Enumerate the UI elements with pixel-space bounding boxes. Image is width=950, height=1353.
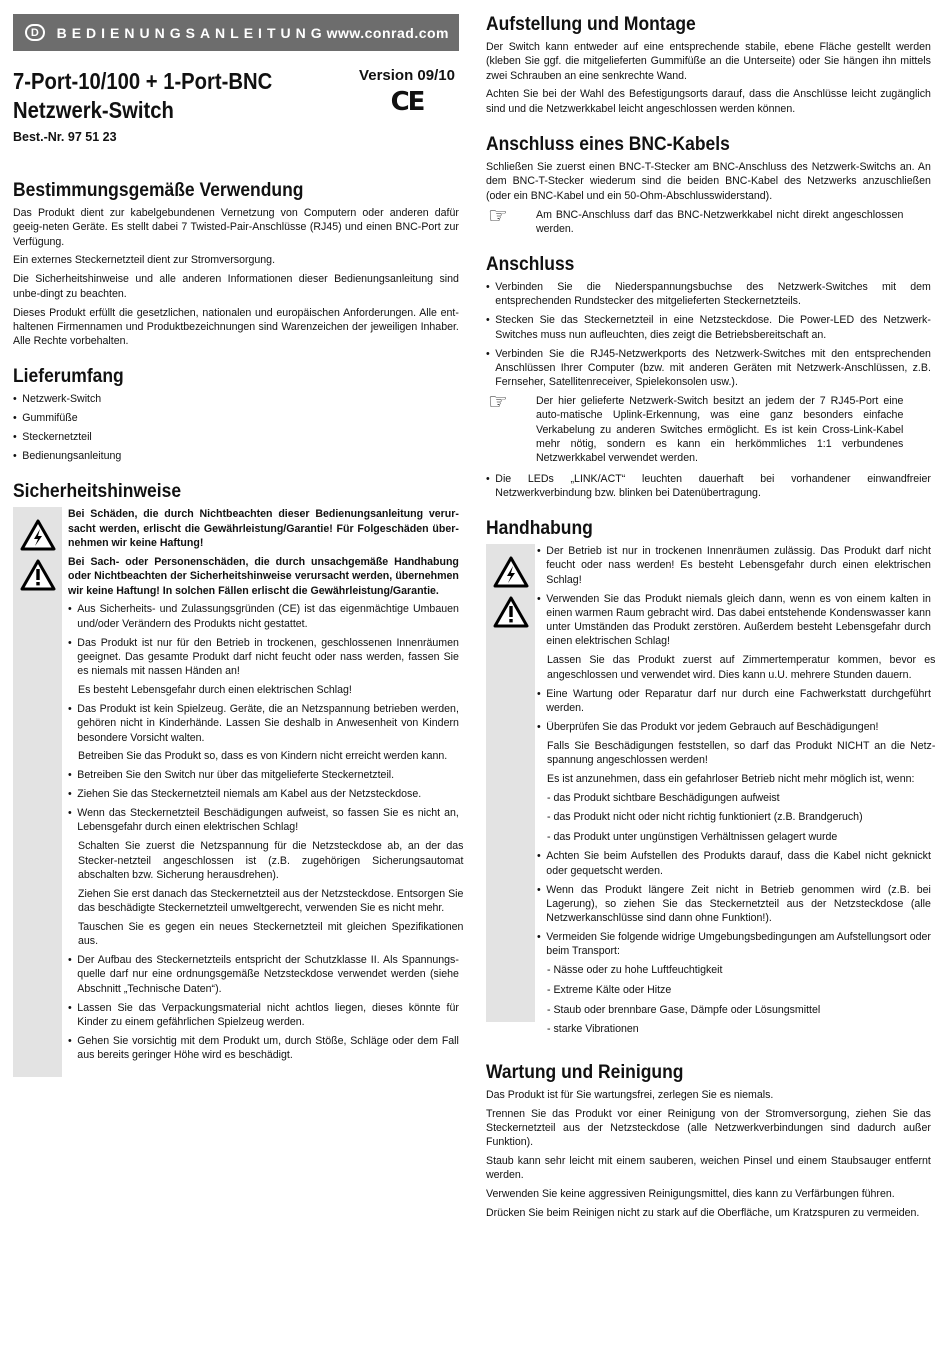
language-d-badge: D <box>25 24 45 41</box>
list-subtext: Lassen Sie das Produkt zuerst auf Zimmertemperatur kommen, bevor es angeschlossen und verwendet wird. Dies kann u.U. mehrere Stunden dauern. <box>547 654 936 681</box>
list-item: • Stecken Sie das Steckernetzteil in eine Netzsteckdose. Die Power-LED des Netzwerk-Switches muss nun aufleuchten, dies zeigt die Betriebsbereitschaft an. <box>486 313 931 342</box>
section-handling <box>486 518 936 1042</box>
warning-icon-strip <box>13 507 62 1077</box>
order-number: Best.-Nr. 97 51 23 <box>13 130 117 144</box>
version-block <box>357 67 457 144</box>
dash-item: - Extreme Kälte oder Hitze <box>547 983 672 996</box>
safety-list <box>68 768 459 834</box>
list-item: • Der Betrieb ist nur in trockenen Innenräumen zulässig. Das Produkt darf nicht feucht oder nass werden! Es besteht Lebensgefahr durch einen elektrischen Schlag! <box>537 544 931 587</box>
list-subtext: Tauschen Sie es gegen ein neues Steckernetzteil mit gleichen Spezifikationen aus. <box>78 920 464 948</box>
list-item: • Steckernetzteil <box>13 430 459 444</box>
paragraph: Staub kann sehr leicht mit einem sauberen, weichen Pinsel und einem Staubsauger entfernt werden. <box>486 1155 931 1182</box>
warranty-warning: Bei Schäden, die durch Nichtbeachten dieser Bedienungsanleitung verur-sacht werden, erlischt die Gewährleistung/Garantie! Für Folgeschäden über-nehmen wir keine Haftung! <box>68 508 459 550</box>
list-item: • Überprüfen Sie das Produkt vor jedem Gebrauch auf Beschädigungen! <box>537 720 931 734</box>
paragraph: Schließen Sie zuerst einen BNC-T-Stecker am BNC-Anschluss des Netzwerk-Switchs an. An dem BNC-T-Stecker wiederum sind die beiden BNC-Kabel des Netzwerks anzuschließen (oder ein BNC-Kabel und ein 50-Ohm-Abschlusswiderstand). <box>486 161 931 202</box>
connection-list <box>486 472 931 501</box>
list-item: • Eine Wartung oder Reparatur darf nur durch eine Fachwerkstatt durchgeführt werden. <box>537 687 931 716</box>
bnc-note <box>486 203 931 237</box>
heading-bnc-cable: Anschluss eines BNC-Kabels <box>486 134 730 156</box>
version-label: Version 09/10 <box>359 67 455 84</box>
dash-item: - das Produkt sichtbare Beschädigungen aufweist <box>547 791 780 804</box>
pointing-hand-icon: ☞ <box>488 203 508 229</box>
list-item: • Der Aufbau des Steckernetzteils entspricht der Schutzklasse II. Als Spannungs-quelle darf nur eine ordnungsgemäße Netzsteckdose verwendet werden (siehe Abschnitt „Technische Daten“). <box>68 953 459 996</box>
section-bnc-cable <box>486 134 931 236</box>
list-item: • Bedienungsanleitung <box>13 449 459 463</box>
safety-warning-box <box>13 507 464 1077</box>
list-item: • Gehen Sie vorsichtig mit dem Produkt um, durch Stöße, Schläge oder dem Fall aus bereits geringer Höhe wird es beschädigt. <box>68 1034 459 1063</box>
header-url: www.conrad.com <box>326 24 449 41</box>
list-item: • Betreiben Sie den Switch nur über das mitgelieferte Steckernetzteil. <box>68 768 459 782</box>
product-title-line2: Netzwerk-Switch <box>13 97 174 123</box>
paragraph: Der Switch kann entweder auf eine entsprechende stabile, ebene Fläche gestellt werden (kleben Sie ggf. die mitgelieferten Gummifüße an die Unterseite) oder Sie hängen ihn mittels zwei Schrauben an eine senkrechte Wand. <box>486 41 931 82</box>
right-column <box>486 14 936 1225</box>
list-item: • Netzwerk-Switch <box>13 392 459 406</box>
dash-item: - das Produkt unter ungünstigen Verhältnissen gelagert wurde <box>547 830 838 843</box>
safety-list <box>68 953 459 1062</box>
list-item: • Das Produkt ist kein Spielzeug. Geräte, die an Netzspannung betrieben werden, gehören nicht in Kinderhände. Lassen Sie deshalb in Anwesenheit von Kindern besondere Vorsicht walten. <box>68 702 459 745</box>
heading-maintenance: Wartung und Reinigung <box>486 1061 684 1083</box>
paragraph: Dieses Produkt erfüllt die gesetzlichen, nationalen und europäischen Anforderungen. Alle ent-haltenen Firmennamen und Produktbezeichnungen sind Warenzeichen der jeweiligen Inhaber. Alle Rechte vorbehalten. <box>13 306 459 348</box>
paragraph: Das Produkt ist für Sie wartungsfrei, zerlegen Sie es niemals. <box>486 1088 774 1101</box>
paragraph: Ein externes Steckernetzteil dient zur Stromversorgung. <box>13 254 276 267</box>
list-item: • Die LEDs „LINK/ACT“ leuchten dauerhaft bei vorhandener einwandfreier Netzwerkverbindung bzw. blinken bei Datenübertragung. <box>486 472 931 501</box>
note-text: Der hier gelieferte Netzwerk-Switch besitzt an jedem der 7 RJ45-Port eine auto-matische Uplink-Erkennung, was eine ganz besonders einfache Verkabelung zu anderen Switches ermöglicht. Es ist kein Cross-Link-Kabel mehr nötig, sondern es kann ein herkömmliches 1:1 verbundenes Netzwerkkabel verwendet werden. <box>536 395 904 465</box>
heading-intended-use: Bestimmungsgemäße Verwendung <box>13 180 304 201</box>
ce-mark-icon: CE <box>390 87 424 117</box>
warning-exclamation-icon <box>20 559 56 591</box>
section-maintenance <box>486 1062 931 1221</box>
list-subtext: Ziehen Sie erst danach das Steckernetzteil aus der Netzsteckdose. Entsorgen Sie das beschädigte Steckernetzteil umweltgerecht, verwenden Sie es nicht mehr. <box>78 887 464 915</box>
list-item: • Gummifüße <box>13 411 459 425</box>
list-subtext: Schalten Sie zuerst die Netzspannung für die Netzsteckdose ab, an der das Stecker-netzteil angeschlossen ist (z.B. zugehörigen Sicherungsautomat abschalten bzw. Sicherung herausdrehen). <box>78 840 464 881</box>
section-scope-of-delivery <box>13 366 459 463</box>
list-subtext: Falls Sie Beschädigungen feststellen, so darf das Produkt NICHT an die Netz-spannung angeschlossen werden! <box>547 739 936 766</box>
section-intended-use <box>13 180 459 348</box>
list-item: • Ziehen Sie das Steckernetzteil niemals am Kabel aus der Netzsteckdose. <box>68 787 459 801</box>
handling-list <box>537 687 931 734</box>
heading-connection: Anschluss <box>486 254 575 276</box>
paragraph: Verwenden Sie keine aggressiven Reinigungsmittel, dies kann zu Verfärbungen führen. <box>486 1188 895 1201</box>
section-connection <box>486 254 931 500</box>
dash-item: - Staub oder brennbare Gase, Dämpfe oder Lösungsmittel <box>547 1003 821 1016</box>
list-item: • Lassen Sie das Verpackungsmaterial nicht achtlos liegen, dieses könnte für Kinder zu einem gefährlichen Spielzeug werden. <box>68 1001 459 1030</box>
dash-item: - das Produkt nicht oder nicht richtig funktioniert (z.B. Brandgeruch) <box>547 811 863 824</box>
paragraph: Trennen Sie das Produkt vor einer Reinigung von der Stromversorgung, ziehen Sie das Steckernetzteil aus der Netzsteckdose (alle Netzwerkverbindungen sind dadurch außer Funktion). <box>486 1107 931 1149</box>
uplink-note <box>486 390 931 465</box>
delivery-list <box>13 392 459 463</box>
liability-warning: Bei Sach- oder Personenschäden, die durch unsachgemäße Handhabung oder Nichtbeachten der Sicherheitshinweise verursacht werden, übernehmen wir keine Haftung! In solchen Fällen erlischt die Gewährleistung/Garantie. <box>68 555 459 597</box>
list-item: • Wenn das Steckernetzteil Beschädigungen aufweist, so fassen Sie es nicht an, Lebensgefahr durch einen elektrischen Schlag! <box>68 806 459 835</box>
heading-safety: Sicherheitshinweise <box>13 481 182 503</box>
list-item: • Aus Sicherheits- und Zulassungsgründen (CE) ist das eigenmächtige Umbauen und/oder Verändern des Produkts nicht gestattet. <box>68 602 459 631</box>
warning-icon-strip <box>486 544 535 1022</box>
note-text: Am BNC-Anschluss darf das BNC-Netzwerkkabel nicht direkt angeschlossen werden. <box>536 208 904 235</box>
list-item: • Verbinden Sie die Niederspannungsbuchse des Netzwerk-Switches mit dem entsprechenden Rundstecker des mitgelieferten Steckernetzteils. <box>486 280 931 309</box>
header-bar <box>13 14 459 51</box>
section-mounting <box>486 14 931 116</box>
safety-list <box>68 602 459 678</box>
title-row <box>13 67 459 144</box>
list-item: • Wenn das Produkt längere Zeit nicht in Betrieb genommen wird (z.B. bei Lagerung), so ziehen Sie das Steckernetzteil aus der Netzsteckdose (alle Netzwerkanschlüsse sind dann ohne Funktion!). <box>537 883 931 926</box>
dash-item: - Nässe oder zu hohe Luftfeuchtigkeit <box>547 964 723 977</box>
dash-item: - starke Vibrationen <box>547 1023 639 1036</box>
handling-list <box>537 544 931 649</box>
left-column <box>13 14 464 1077</box>
electric-hazard-icon <box>493 556 529 588</box>
list-item: • Verwenden Sie das Produkt niemals gleich dann, wenn es von einem kalten in einen warmen Raum gebracht wird. Das dabei entstehende Kondenswasser kann unter Umständen das Produkt zerstören. Außerdem besteht Lebensgefahr durch einen elektrischen Schlag! <box>537 592 931 649</box>
list-item: • Vermeiden Sie folgende widrige Umgebungsbedingungen am Aufstellungsort oder beim Transport: <box>537 930 931 959</box>
handling-list <box>537 849 931 958</box>
heading-scope-of-delivery: Lieferumfang <box>13 366 124 388</box>
connection-list <box>486 280 931 389</box>
electric-hazard-icon <box>20 519 56 551</box>
list-subtext: Betreiben Sie das Produkt so, dass es von Kindern nicht erreicht werden kann. <box>78 750 448 763</box>
list-subtext: Es ist anzunehmen, dass ein gefahrloser Betrieb nicht mehr möglich ist, wenn: <box>547 772 915 785</box>
safety-text <box>62 507 464 1077</box>
warning-exclamation-icon <box>493 596 529 628</box>
paragraph: Die Sicherheitshinweise und alle anderen Informationen dieser Bedienungsanleitung sind unbe-dingt zu beachten. <box>13 273 459 300</box>
product-title-line1: 7-Port-10/100 + 1-Port-BNC <box>13 68 273 94</box>
paragraph: Drücken Sie beim Reinigen nicht zu stark auf die Oberfläche, um Kratzspuren zu vermeiden. <box>486 1207 920 1220</box>
list-item: • Das Produkt ist nur für den Betrieb in trockenen, geschlossenen Innenräumen geeignet. Das gesamte Produkt darf nicht feucht oder nass werden, fassen Sie es niemals mit nassen Händen an! <box>68 636 459 679</box>
list-item: • Achten Sie beim Aufstellen des Produkts darauf, dass die Kabel nicht geknickt oder gequetscht werden. <box>537 849 931 878</box>
section-safety <box>13 481 464 1077</box>
safety-list <box>68 702 459 745</box>
handling-warning-box <box>486 544 936 1042</box>
paragraph: Das Produkt dient zur kabelgebundenen Vernetzung von Computern oder anderen dafür geeig-neten Geräte. Es stellt dabei 7 Twisted-Pair-Anschlüsse (RJ45) und einen BNC-Port zur Verfügung. <box>13 207 459 248</box>
list-item: • Verbinden Sie die RJ45-Netzwerkports des Netzwerk-Switches mit den entsprechenden Anschlüssen Ihrer Computer (bzw. mit anderen Geräten mit Netzwerk-Anschlüssen, z.B. Fernseher, Satellitenreceiver, Spielekonsolen usw.). <box>486 347 931 390</box>
heading-handling: Handhabung <box>486 518 593 540</box>
handling-text <box>535 544 936 1042</box>
paragraph: Achten Sie bei der Wahl des Befestigungsorts darauf, dass die Anschlüsse leicht zugänglich sind und die Netzwerkkabel leicht angeschlossen werden können. <box>486 88 931 115</box>
list-subtext: Es besteht Lebensgefahr durch einen elektrischen Schlag! <box>78 684 352 697</box>
pointing-hand-icon: ☞ <box>488 390 508 416</box>
header-title: BEDIENUNGSANLEITUNG <box>56 24 327 41</box>
heading-mounting: Aufstellung und Montage <box>486 14 696 35</box>
